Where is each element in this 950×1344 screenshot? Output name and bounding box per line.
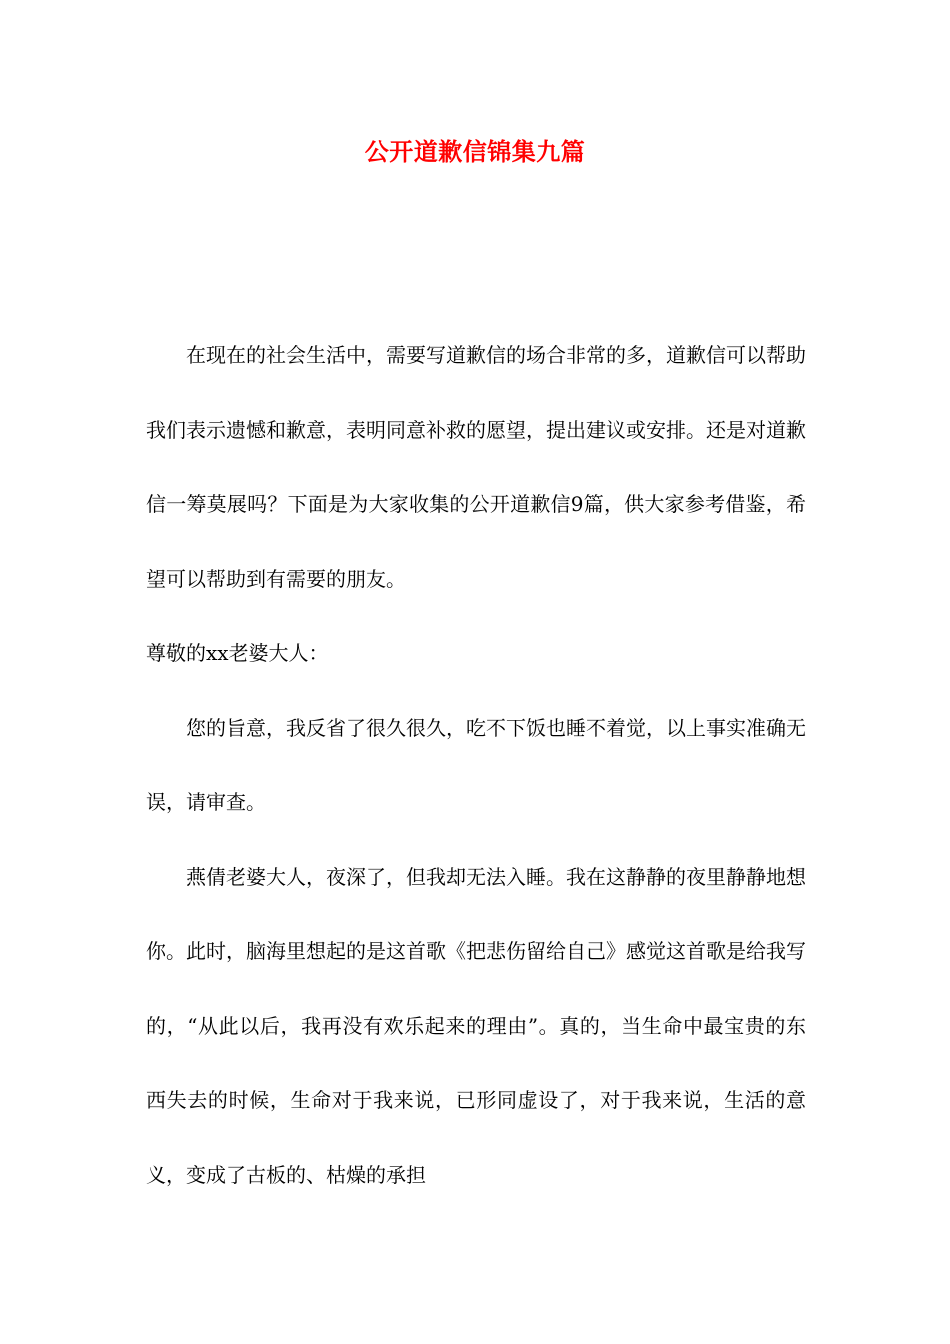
document-body — [146, 318, 806, 1212]
paragraph-intro: 在现在的社会生活中，需要写道歉信的场合非常的多，道歉信可以帮助我们表示遗憾和歉意，表明同意补救的愿望，提出建议或安排。还是对道歉信一筹莫展吗？下面是为大家收集的公开道歉信9篇，供大家参考借鉴，希望可以帮助到有需要的朋友。 — [146, 343, 806, 591]
paragraph-reflection: 您的旨意，我反省了很久很久，吃不下饭也睡不着觉，以上事实准确无误，请审查。 — [146, 715, 806, 814]
paragraph-night-thoughts: 燕倩老婆大人，夜深了，但我却无法入睡。我在这静静的夜里静静地想你。此时，脑海里想起的是这首歌《把悲伤留给自己》感觉这首歌是给我写的，“从此以后，我再没有欢乐起来的理由”。真的，当生命中最宝贵的东西失去的时候，生命对于我来说，已形同虚设了，对于我来说，生活的意义，变成了古板的、枯燥的承担 — [146, 864, 806, 1187]
document-title: 公开道歉信锦集九篇 — [364, 137, 586, 166]
paragraph-salutation: 尊敬的xx老婆大人： — [146, 641, 329, 665]
